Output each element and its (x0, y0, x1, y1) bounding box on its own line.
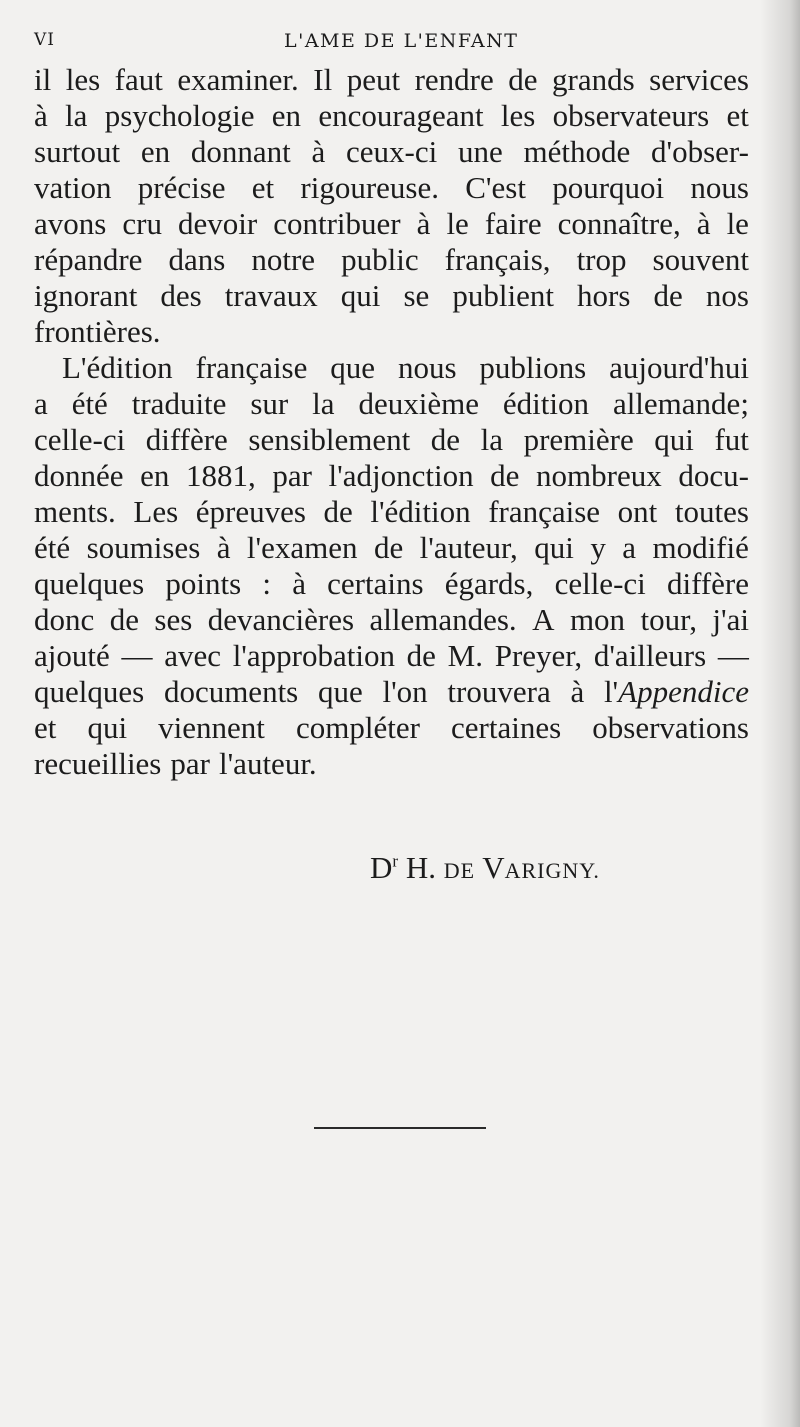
word: observations (592, 710, 749, 745)
word: donc (34, 602, 95, 637)
word: certaines (451, 710, 562, 745)
word: nos (705, 278, 749, 313)
word: cru (122, 206, 162, 241)
text-line (34, 422, 749, 458)
word: dans (168, 242, 226, 277)
word: viennent (158, 710, 265, 745)
word: services (649, 62, 749, 97)
word-italic: Appendice (618, 674, 749, 709)
word: devoir (177, 206, 258, 241)
word: de (653, 278, 683, 313)
word: mon (569, 602, 626, 637)
word: trop (576, 242, 627, 277)
text-line (34, 206, 749, 242)
word: en (140, 134, 171, 169)
word: par (272, 458, 312, 493)
word: a (622, 530, 637, 565)
word: français, (444, 242, 551, 277)
word: donnée (34, 458, 124, 493)
word: de (430, 422, 461, 457)
word: en (140, 458, 170, 493)
word: — (121, 638, 153, 673)
word: ceux-ci (346, 134, 438, 169)
signature-particle: DE (443, 858, 476, 883)
word: peut (346, 62, 401, 97)
word: été (34, 530, 71, 565)
word: grands (552, 62, 635, 97)
word: frontières. (34, 314, 161, 349)
word: épreuves (195, 494, 306, 529)
word: se (403, 278, 430, 313)
word: publient (452, 278, 554, 313)
word: faut (114, 62, 163, 97)
word: de (406, 638, 436, 673)
word: nous (690, 170, 749, 205)
word: rigoureuse. (300, 170, 439, 205)
word: public (341, 242, 419, 277)
word: qui (340, 278, 381, 313)
word: de (373, 530, 404, 565)
word: une (458, 134, 503, 169)
running-head (34, 30, 764, 54)
word: documents (163, 674, 299, 709)
text-line (34, 638, 749, 674)
word: allemandes. (369, 602, 517, 637)
word: précise (137, 170, 226, 205)
word: encourageant (318, 98, 484, 133)
word: souvent (652, 242, 749, 277)
word: été (71, 386, 108, 421)
text-line (34, 530, 749, 566)
word: en (271, 98, 302, 133)
word: pourquoi (552, 170, 665, 205)
text-line (34, 278, 749, 314)
word: et (726, 98, 749, 133)
word: M. (447, 638, 483, 673)
word: 1881, (185, 458, 256, 493)
text-line (34, 494, 749, 530)
word: et (34, 710, 57, 745)
word: qui (654, 422, 694, 457)
word: fut (714, 422, 749, 457)
word: connaître, (557, 206, 681, 241)
signature-initial: H. (405, 850, 436, 885)
word: devancières (207, 602, 355, 637)
word: la (480, 422, 503, 457)
word: l'on (382, 674, 428, 709)
word: l'édition (370, 494, 471, 529)
word: examiner. (177, 62, 299, 97)
word: ont (617, 494, 658, 529)
word: traduite (131, 386, 227, 421)
word: nombreux (536, 458, 662, 493)
text-line (34, 566, 749, 602)
word: tour, (640, 602, 697, 637)
word: ses (154, 602, 193, 637)
word: l'auteur, (419, 530, 518, 565)
word: il (34, 62, 52, 97)
word: j'ai (712, 602, 749, 637)
word: diffère (145, 422, 228, 457)
word: Il (313, 62, 333, 97)
word: ajouté (34, 638, 110, 673)
word: certains (327, 566, 424, 601)
word: recueillies (34, 746, 162, 781)
word: à (292, 566, 306, 601)
signature-title-sup: r (392, 851, 399, 871)
word: qui (534, 530, 574, 565)
word: vation (34, 170, 112, 205)
word: Preyer, (494, 638, 583, 673)
word: ments. (34, 494, 116, 529)
word: sensiblement (248, 422, 411, 457)
word: répandre (34, 242, 143, 277)
word: la (312, 386, 335, 421)
word: l'Appendice (603, 674, 749, 709)
text-line (34, 134, 749, 170)
word: notre (251, 242, 316, 277)
text-line (34, 458, 749, 494)
word: A (532, 602, 555, 637)
word: l'approbation (232, 638, 395, 673)
word: y (590, 530, 606, 565)
word: que (317, 674, 363, 709)
word: d'ailleurs (593, 638, 707, 673)
word: à (216, 530, 231, 565)
word: donnant (190, 134, 291, 169)
word: observateurs (552, 98, 710, 133)
word: toutes (674, 494, 749, 529)
word: de (109, 602, 139, 637)
word: faire (484, 206, 542, 241)
text-line (34, 170, 749, 206)
word: des (160, 278, 202, 313)
word: trouvera (447, 674, 551, 709)
word: publions (479, 350, 587, 385)
word: psychologie (104, 98, 255, 133)
text-line (34, 602, 749, 638)
word: la (65, 98, 88, 133)
text-line (34, 98, 749, 134)
text-line (34, 674, 749, 710)
word: modifié (652, 530, 749, 565)
word: — (717, 638, 749, 673)
word: de (508, 62, 538, 97)
running-title: L'AME DE L'ENFANT (284, 30, 519, 52)
word: avons (34, 206, 107, 241)
word: et (251, 170, 275, 205)
word: rendre (414, 62, 494, 97)
word: à (416, 206, 431, 241)
word: celle-ci (34, 422, 126, 457)
word: surtout (34, 134, 121, 169)
text-line (34, 314, 749, 350)
body-text (34, 62, 749, 782)
word: quelques (34, 674, 145, 709)
signature-title: D (370, 850, 393, 885)
word: première (523, 422, 634, 457)
word: l'adjonction (328, 458, 474, 493)
text-line (34, 350, 749, 386)
word: à (696, 206, 711, 241)
word: à (34, 98, 48, 133)
word: française (195, 350, 308, 385)
word: à (311, 134, 326, 169)
word: diffère (666, 566, 749, 601)
text-line (34, 710, 749, 746)
word: hors (577, 278, 631, 313)
word: nous (397, 350, 457, 385)
word: compléter (295, 710, 420, 745)
word: édition (502, 386, 590, 421)
word: le (446, 206, 469, 241)
word: ignorant (34, 278, 138, 313)
word: avec (164, 638, 221, 673)
signature (370, 850, 600, 886)
text-line (34, 242, 749, 278)
word: points (165, 566, 242, 601)
text-line (34, 62, 749, 98)
word: d'obser- (651, 134, 749, 169)
word: celle-ci (554, 566, 646, 601)
word: l'examen (246, 530, 358, 565)
word: sur (250, 386, 289, 421)
word: à (570, 674, 585, 709)
word: le (726, 206, 749, 241)
word: soumises (86, 530, 201, 565)
word: l'auteur. (218, 746, 317, 781)
word: travaux (224, 278, 318, 313)
word: quelques (34, 566, 145, 601)
word: allemande; (612, 386, 749, 421)
word: que (330, 350, 376, 385)
word: de (323, 494, 353, 529)
word: française (488, 494, 601, 529)
word: docu- (678, 458, 749, 493)
word: les (65, 62, 101, 97)
signature-name-initial: V (482, 850, 505, 885)
page-number: VI (34, 30, 55, 50)
closing-rule (314, 1127, 486, 1129)
word: C'est (465, 170, 526, 205)
text-line (34, 746, 749, 782)
word: contribuer (273, 206, 401, 241)
word: Les (133, 494, 179, 529)
text-line (34, 386, 749, 422)
word: : (262, 566, 271, 601)
word: deuxième (358, 386, 479, 421)
signature-name-rest: ARIGNY. (504, 858, 600, 883)
word: égards, (444, 566, 534, 601)
word: de (490, 458, 520, 493)
word: aujourd'hui (609, 350, 749, 385)
word: L'édition (62, 350, 173, 385)
word: méthode (523, 134, 631, 169)
word: qui (87, 710, 128, 745)
word: par (170, 746, 210, 781)
word: a (34, 386, 48, 421)
word: les (500, 98, 536, 133)
